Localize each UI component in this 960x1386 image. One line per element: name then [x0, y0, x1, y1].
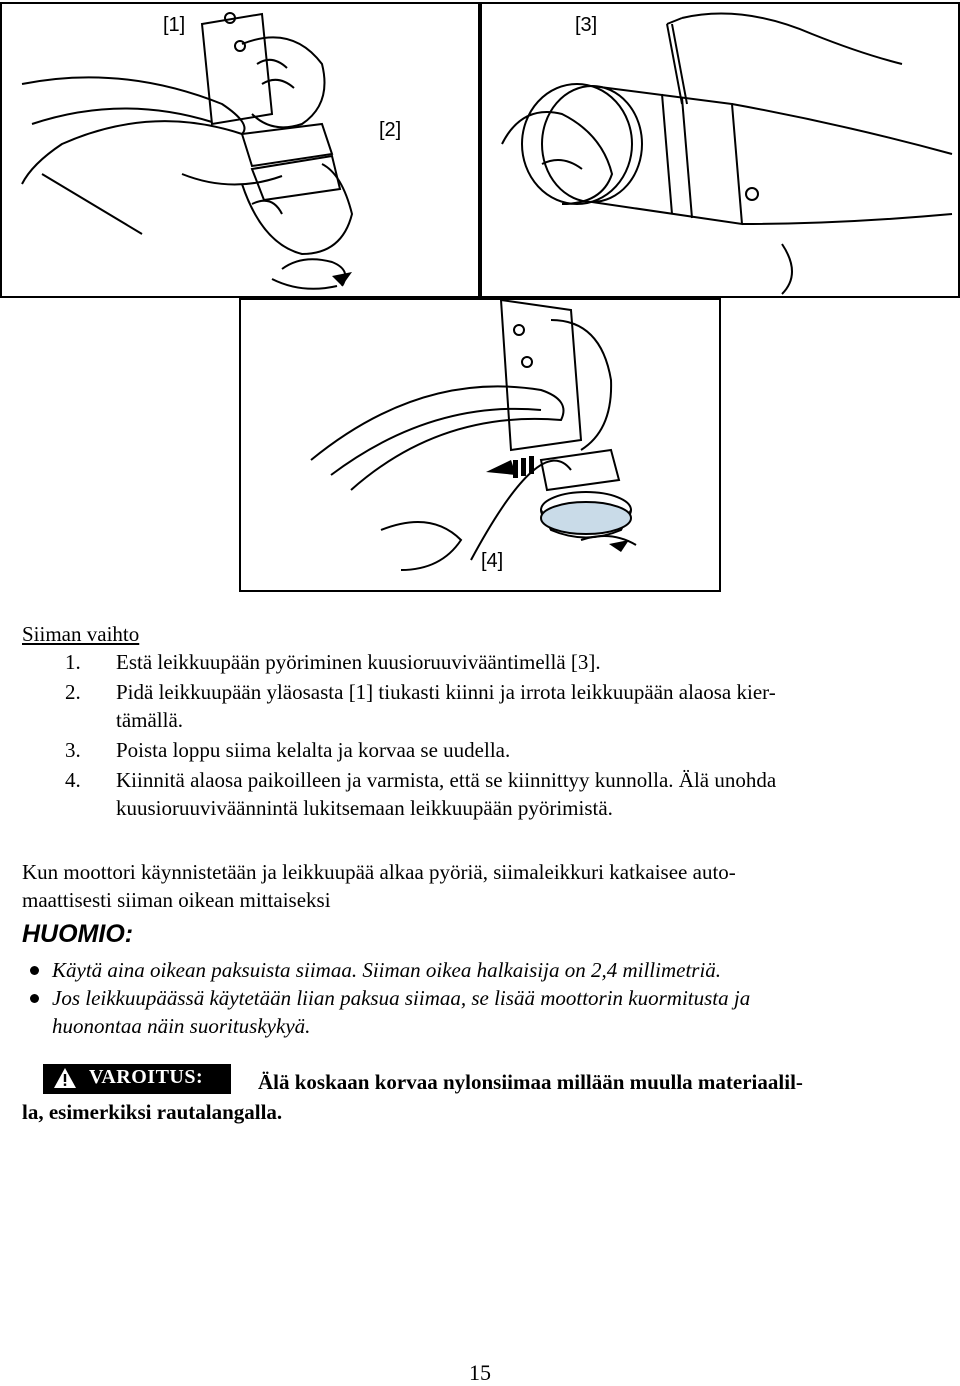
- paragraph-line: Kun moottori käynnistetään ja leikkuupää alkaa pyöriä, siimaleikkuri katkaisee auto-: [22, 860, 736, 884]
- step-number: 1.: [65, 650, 81, 674]
- bullet-icon: [30, 994, 39, 1003]
- notice-bullet-text: huonontaa näin suorituskykyä.: [52, 1014, 311, 1038]
- section-heading: Siiman vaihto: [22, 622, 140, 646]
- step-number: 2.: [65, 680, 81, 704]
- callout-2: [2]: [379, 119, 402, 141]
- illustration-hand-holding-head: [2, 4, 478, 296]
- warning-text: Älä koskaan korvaa nylonsiimaa millään muulla materiaalil-: [258, 1070, 803, 1094]
- step-number: 3.: [65, 738, 81, 762]
- illustration-hex-wrench-locking: [482, 4, 958, 296]
- figure-upper-left: [0, 2, 480, 298]
- step-text: tämällä.: [116, 708, 184, 732]
- paragraph-line: maattisesti siiman oikean mittaiseksi: [22, 888, 331, 912]
- notice-bullet-text: Käytä aina oikean paksuista siimaa. Siiman oikea halkaisija on 2,4 millimetriä.: [52, 958, 722, 982]
- step-text: Estä leikkuupään pyöriminen kuusioruuvivääntimellä [3].: [116, 650, 601, 674]
- page-number: 15: [469, 1360, 491, 1385]
- figure-upper-right: [480, 2, 960, 298]
- warning-badge: [43, 1064, 231, 1094]
- callout-1: [1]: [163, 14, 186, 36]
- notice-bullet-text: Jos leikkuupäässä käytetään liian paksua siimaa, se lisää moottorin kuormitusta ja: [52, 986, 751, 1010]
- figure-middle: [239, 298, 721, 592]
- step-text: Poista loppu siima kelalta ja korvaa se uudella.: [116, 738, 511, 762]
- callout-3: [3]: [575, 14, 598, 36]
- callout-4: [4]: [481, 550, 504, 572]
- notice-title: HUOMIO:: [22, 920, 134, 948]
- warning-triangle-icon: [53, 1067, 77, 1089]
- bullet-icon: [30, 966, 39, 975]
- step-text: Pidä leikkuupään yläosasta [1] tiukasti kiinni ja irrota leikkuupään alaosa kier-: [116, 680, 776, 704]
- step-text: kuusioruuviväännintä lukitsemaan leikkuupään pyörimistä.: [116, 796, 613, 820]
- illustration-reattach-lower-part: [241, 300, 719, 590]
- warning-text: la, esimerkiksi rautalangalla.: [22, 1100, 283, 1124]
- warning-label: VAROITUS:: [89, 1066, 204, 1088]
- step-text: Kiinnitä alaosa paikoilleen ja varmista, että se kiinnittyy kunnolla. Älä unohda: [116, 768, 777, 792]
- step-number: 4.: [65, 768, 81, 792]
